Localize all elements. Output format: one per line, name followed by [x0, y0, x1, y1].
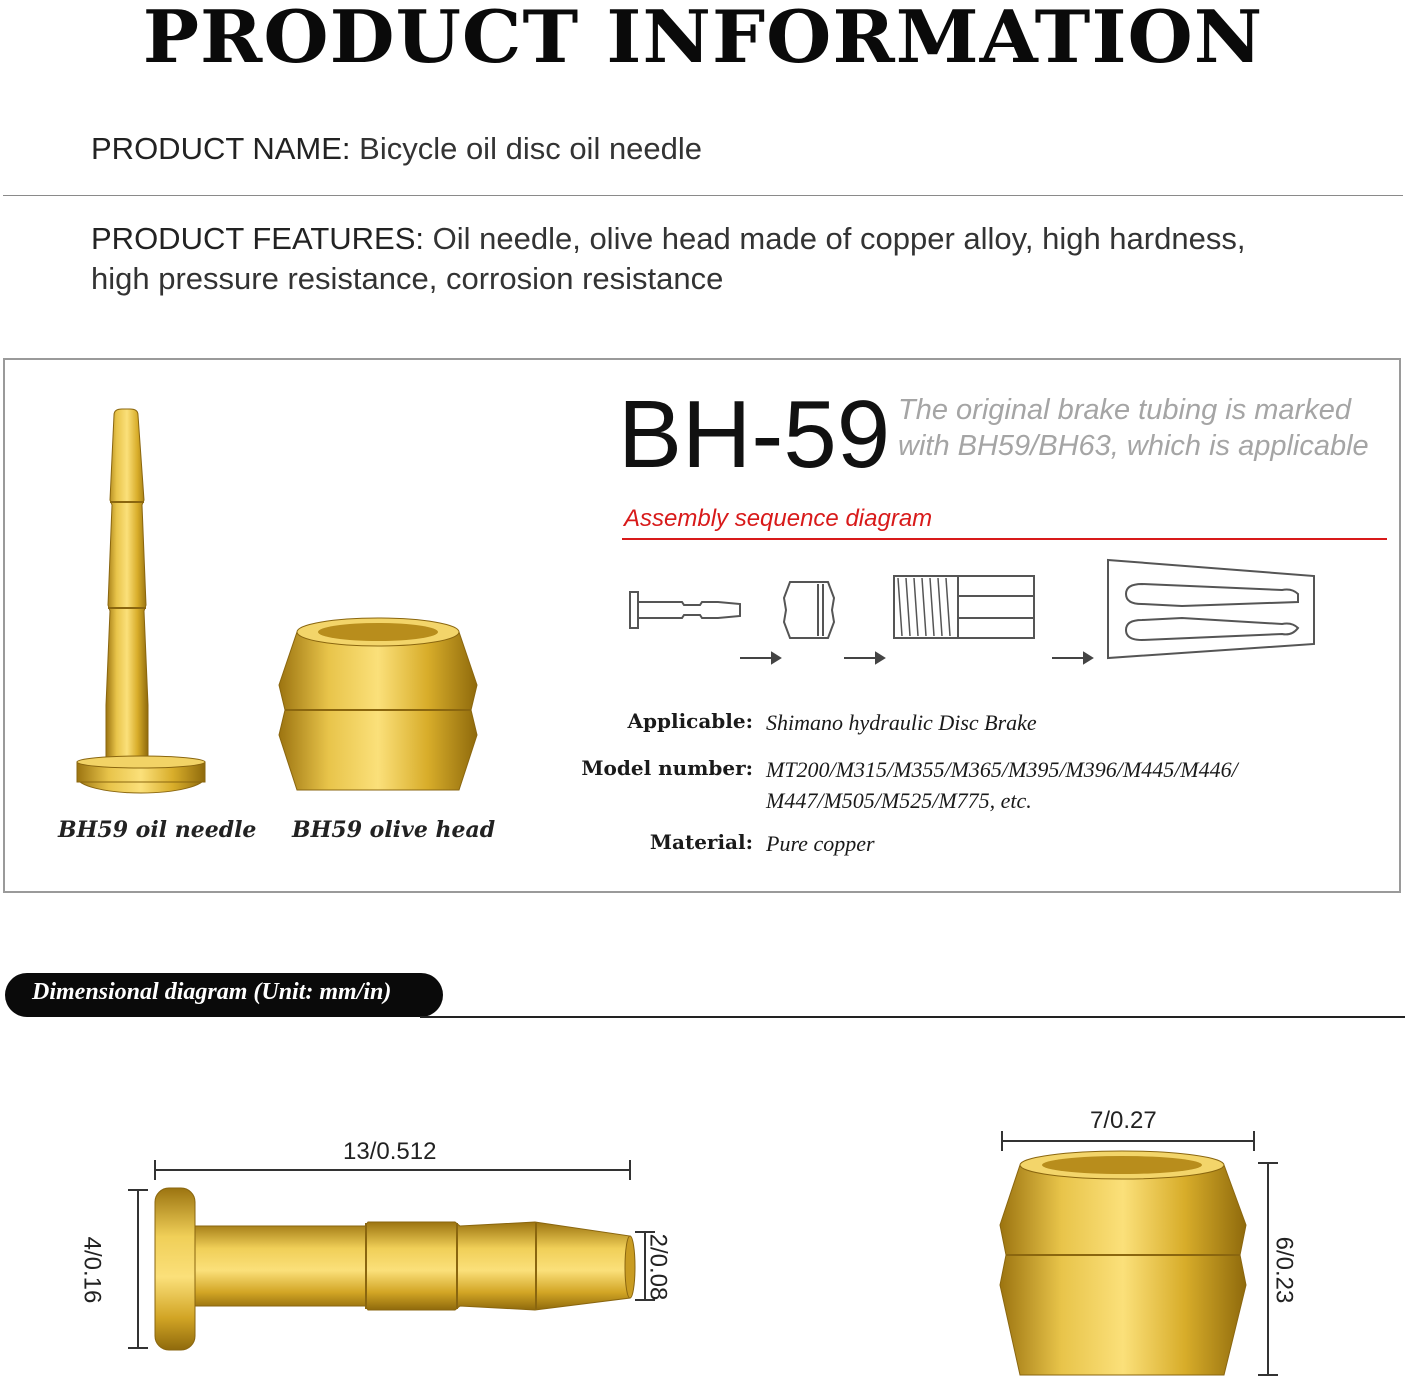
needle-dimension-drawing — [100, 1150, 720, 1360]
model-number-label: Model number: — [581, 756, 753, 780]
dimensions-rule — [420, 1016, 1405, 1018]
needle-flange-label: 4/0.16 — [78, 1236, 106, 1304]
assembly-diagram — [622, 552, 1322, 672]
applicable-label: Applicable: — [627, 709, 753, 733]
needle-caption: BH59 oil needle — [58, 817, 257, 843]
oil-needle-image — [70, 405, 215, 800]
assembly-nut-icon — [894, 576, 1034, 638]
assembly-olive-icon — [784, 582, 834, 638]
model-note-line1: The original brake tubing is marked — [898, 394, 1351, 426]
page-title: PRODUCT INFORMATION — [142, 0, 1264, 79]
assembly-title: Assembly sequence diagram — [624, 505, 933, 532]
divider — [3, 195, 1403, 196]
model-code: BH-59 — [618, 381, 891, 488]
olive-height-label: 6/0.23 — [1270, 1236, 1298, 1304]
model-note-line2: with BH59/BH63, which is applicable — [898, 430, 1369, 462]
dimensions-title: Dimensional diagram (Unit: mm/in) — [32, 979, 392, 1005]
olive-head-image — [273, 610, 483, 800]
product-features-row — [91, 219, 1245, 259]
material-value: Pure copper — [766, 831, 875, 856]
applicable-value: Shimano hydraulic Disc Brake — [766, 710, 1037, 735]
model-number-value-line2: M447/M505/M525/M775, etc. — [766, 788, 1032, 813]
model-note — [898, 392, 1369, 464]
needle-tip-label: 2/0.08 — [644, 1233, 672, 1301]
product-name-value: Bicycle oil disc oil needle — [359, 131, 703, 166]
assembly-hose-icon — [1108, 560, 1314, 658]
model-number-value-line1: MT200/M315/M355/M365/M395/M396/M445/M446/ — [766, 757, 1238, 782]
product-name-row — [91, 129, 702, 169]
olive-width-label: 7/0.27 — [1090, 1107, 1157, 1134]
olive-caption: BH59 olive head — [292, 817, 496, 843]
product-features-value-line1: Oil needle, olive head made of copper alloy, high hardness, — [432, 221, 1246, 256]
material-label: Material: — [649, 830, 753, 854]
product-features-label: PRODUCT FEATURES: — [91, 221, 424, 256]
assembly-underline — [622, 538, 1387, 540]
olive-dimension-drawing — [990, 1125, 1290, 1385]
assembly-needle-icon — [630, 592, 740, 628]
product-features-value-line2: high pressure resistance, corrosion resistance — [91, 261, 724, 296]
needle-length-label: 13/0.512 — [343, 1138, 437, 1165]
model-number-value — [766, 754, 1238, 816]
assembly-arrows — [740, 653, 1092, 663]
product-name-label: PRODUCT NAME: — [91, 131, 351, 166]
